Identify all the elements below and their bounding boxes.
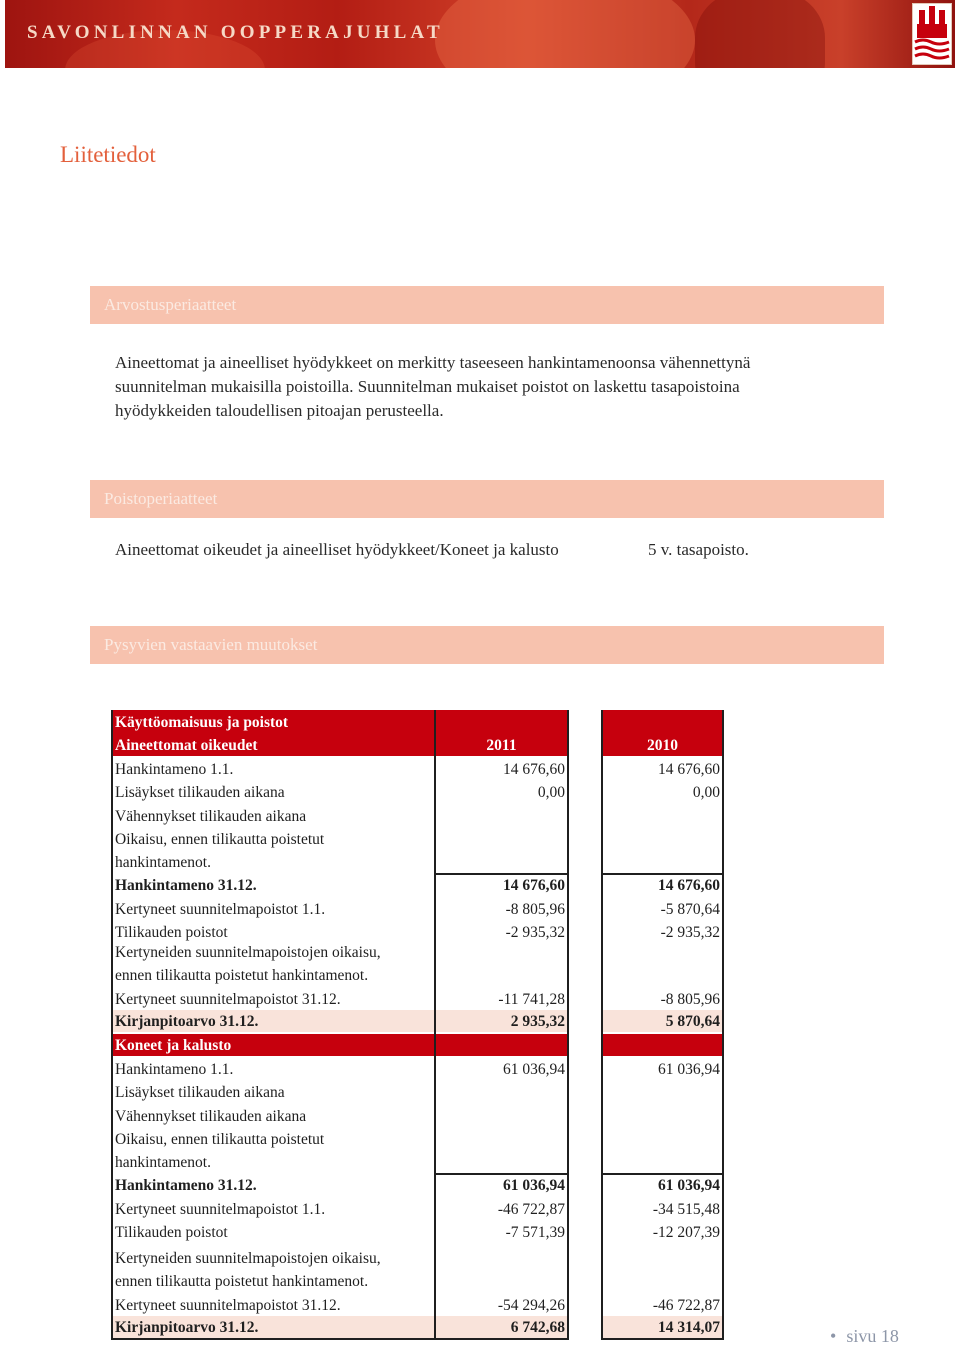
table-cell-2010: 61 036,94 — [658, 1061, 720, 1078]
table-cell-2010: 61 036,94 — [658, 1177, 720, 1194]
valuation-paragraph: Aineettomat ja aineelliset hyödykkeet on merkitty taseeseen hankintamenoonsa vähennettynä suunnitelman mukaisilla poistoilla. Suunnitelman mukaiset poistot on laskettu tasapoistoina hyödykkeiden taloudellisen pitoajan perusteella. — [115, 353, 751, 420]
table-section-title: Aineettomat oikeudet — [115, 737, 258, 754]
column-header-2011: 2011 — [486, 737, 517, 754]
section-row-background — [436, 1034, 567, 1056]
table-cell-2010: -5 870,64 — [660, 901, 720, 918]
table-row-label: hankintamenot. — [115, 1154, 211, 1171]
table-row-label: Kirjanpitoarvo 31.12. — [115, 1319, 259, 1336]
table-row-label: Kertyneiden suunnitelmapoistojen oikaisu, — [115, 944, 381, 961]
table-cell-2010: -46 722,87 — [652, 1297, 720, 1314]
table-cell-2011: -46 722,87 — [497, 1201, 565, 1218]
table-rule — [435, 1173, 567, 1175]
section-row-background — [603, 1034, 722, 1056]
table-row-label: Kirjanpitoarvo 31.12. — [115, 1013, 259, 1030]
table-row-label: ennen tilikautta poistetut hankintamenot. — [115, 967, 369, 984]
page-number — [830, 1326, 899, 1347]
table-row-label: Vähennykset tilikauden aikana — [115, 1108, 307, 1125]
table-cell-2011: 0,00 — [537, 784, 565, 801]
table-border — [111, 710, 113, 1340]
table-rule — [111, 1338, 567, 1340]
table-cell-2011: 2 935,32 — [510, 1013, 565, 1030]
table-row-label: Hankintameno 1.1. — [115, 761, 234, 778]
table-rule — [601, 1338, 724, 1340]
table-row-label: Kertyneet suunnitelmapoistot 31.12. — [115, 1297, 341, 1314]
table-cell-2010: 0,00 — [692, 784, 720, 801]
table-cell-2011: 61 036,94 — [503, 1061, 565, 1078]
table-cell-2011: 6 742,68 — [510, 1319, 565, 1336]
table-row-label: hankintamenot. — [115, 854, 211, 871]
festival-logo — [912, 3, 952, 65]
section-header-depreciation: Poistoperiaatteet — [90, 480, 884, 518]
section-header-asset-changes: Pysyvien vastaavien muutokset — [90, 626, 884, 664]
table-cell-2011: 14 676,60 — [503, 877, 565, 894]
table-cell-2010: 5 870,64 — [665, 1013, 720, 1030]
table-rule — [602, 873, 722, 875]
table-cell-2011: -2 935,32 — [505, 924, 565, 941]
table-row-label: Vähennykset tilikauden aikana — [115, 808, 307, 825]
table-border — [722, 710, 724, 1340]
banner-decoration — [695, 0, 825, 68]
table-cell-2011: 14 676,60 — [503, 761, 565, 778]
depreciation-policy-value: 5 v. tasapoisto. — [648, 540, 749, 559]
table-rule — [602, 1173, 722, 1175]
table-cell-2010: -8 805,96 — [660, 991, 720, 1008]
table-header-title: Käyttöomaisuus ja poistot — [115, 714, 289, 731]
table-cell-2010: -34 515,48 — [652, 1201, 720, 1218]
table-border — [434, 710, 436, 1340]
table-row-label: Kertyneet suunnitelmapoistot 31.12. — [115, 991, 341, 1008]
section-header-valuation: Arvostusperiaatteet — [90, 286, 884, 324]
table-section-title: Koneet ja kalusto — [115, 1037, 232, 1054]
table-row-label: Hankintameno 31.12. — [115, 877, 257, 894]
table-row-label: Oikaisu, ennen tilikautta poistetut — [115, 831, 325, 848]
table-cell-2011: 61 036,94 — [503, 1177, 565, 1194]
table-cell-2010: 14 676,60 — [658, 877, 720, 894]
table-cell-2010: 14 314,07 — [658, 1319, 720, 1336]
table-row-label: Kertyneet suunnitelmapoistot 1.1. — [115, 901, 326, 918]
bullet-icon: • — [830, 1326, 837, 1346]
depreciation-policy-label: Aineettomat oikeudet ja aineelliset hyödykkeet/Koneet ja kalusto — [115, 540, 559, 559]
table-row-label: Hankintameno 31.12. — [115, 1177, 257, 1194]
banner-decoration — [435, 0, 695, 68]
table-cell-2011: -7 571,39 — [505, 1224, 565, 1241]
table-cell-2011: -11 741,28 — [498, 991, 565, 1008]
page-title: Liitetiedot — [60, 142, 156, 167]
table-cell-2011: -8 805,96 — [505, 901, 565, 918]
table-row-label: Hankintameno 1.1. — [115, 1061, 234, 1078]
table-row-label: Oikaisu, ennen tilikautta poistetut — [115, 1131, 325, 1148]
table-border — [567, 710, 569, 1340]
table-row-label: Lisäykset tilikauden aikana — [115, 784, 285, 801]
header-banner — [5, 0, 955, 68]
table-cell-2010: -12 207,39 — [652, 1224, 720, 1241]
table-cell-2010: 14 676,60 — [658, 761, 720, 778]
table-border — [601, 710, 603, 1340]
table-row-label: ennen tilikautta poistetut hankintamenot. — [115, 1273, 369, 1290]
table-cell-2010: -2 935,32 — [660, 924, 720, 941]
table-row-label: Kertyneet suunnitelmapoistot 1.1. — [115, 1201, 326, 1218]
table-row-label: Tilikauden poistot — [115, 1224, 228, 1241]
table-row-label: Tilikauden poistot — [115, 924, 228, 941]
banner-title: SAVONLINNAN OOPPERAJUHLAT — [27, 22, 444, 43]
table-rule — [435, 873, 567, 875]
table-row-label: Kertyneiden suunnitelmapoistojen oikaisu, — [115, 1250, 381, 1267]
table-cell-2011: -54 294,26 — [497, 1297, 565, 1314]
page-number-label: sivu 18 — [846, 1326, 899, 1346]
column-header-2010: 2010 — [647, 737, 678, 754]
table-row-label: Lisäykset tilikauden aikana — [115, 1084, 285, 1101]
